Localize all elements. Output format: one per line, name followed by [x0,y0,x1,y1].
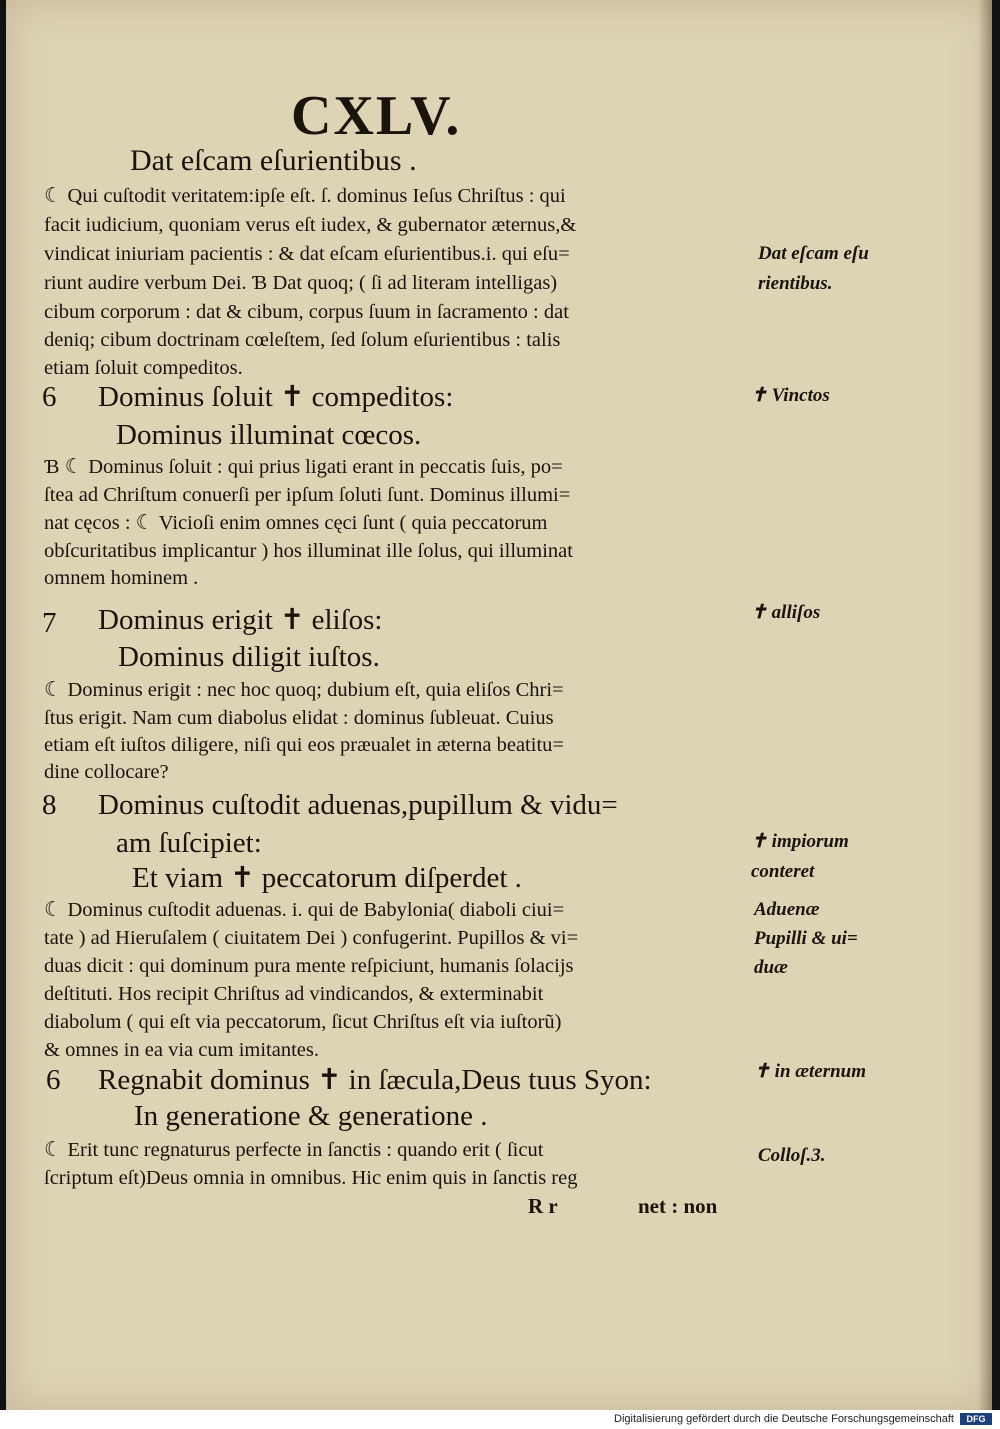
margin-note: ✝ alliſos [751,602,821,623]
footer-bar [0,1410,1000,1429]
text-line: ☾ Qui cuſtodit veritatem:ipſe eſt. ſ. dominus Ieſus Chriſtus : qui [44,185,566,207]
margin-note: Colloſ.3. [758,1145,826,1166]
verse-line: In generatione & generatione . [134,1100,488,1132]
text-line: etiam eſt iuſtos diligere, niſi qui eos præualet in æterna beatitu= [44,734,564,756]
verse-line: Et viam ✝ peccatorum diſperdet . [132,862,522,894]
text-line: deſtituti. Hos recipit Chriſtus ad vindicandos, & exterminabit [44,983,544,1005]
verse-number: 6 [46,1064,61,1096]
text-line: dine collocare? [44,761,169,783]
margin-note: ✝ Vinctos [751,385,830,406]
margin-note: rientibus. [758,273,833,294]
margin-note: conteret [751,861,815,882]
verse-line: Dominus erigit ✝ eliſos: [98,604,383,636]
heading: Dat eſcam eſurientibus . [130,144,417,177]
margin-note: Aduenæ [754,899,820,920]
catchword: net : non [638,1194,718,1218]
dfg-logo: DFG [960,1413,992,1425]
text-line: deniq; cibum doctrinam cœleſtem, ſed ſolum eſurientibus : talis [44,329,561,351]
text-line: duas dicit : qui dominum pura mente reſpiciunt, humanis ſolacijs [44,955,574,977]
funding-credit: Digitalisierung gefördert durch die Deutsche Forschungsgemeinschaft [614,1413,954,1425]
text-line: ſtus erigit. Nam cum diabolus elidat : dominus ſubleuat. Cuius [44,707,554,729]
text-line: ſcriptum eſt)Deus omnia in omnibus. Hic enim quis in ſanctis reg [44,1167,578,1189]
verse-number: 8 [42,789,57,821]
text-line: ☾ Erit tunc regnaturus perfecte in ſanctis : quando erit ( ſicut [44,1139,544,1161]
text-line: diabolum ( qui eſt via peccatorum, ſicut Chriſtus eſt via iuſtorũ) [44,1011,562,1033]
verse-number: 7 [42,607,57,639]
margin-note: Pupilli & ui= [754,928,858,949]
text-line: vindicat iniuriam pacientis : & dat eſcam eſurientibus.i. qui eſu= [44,243,570,265]
text-line: ſtea ad Chriſtum conuerſi per ipſum ſoluti ſunt. Dominus illumi= [44,484,571,506]
text-line: omnem hominem . [44,567,199,589]
signature-mark: R r [528,1194,558,1218]
verse-line: Dominus ſoluit ✝ compeditos: [98,381,454,413]
book-page [6,0,992,1410]
text-line: nat cęcos : ☾ Vicioſi enim omnes cęci ſunt ( quia peccatorum [44,512,548,534]
verse-line: Regnabit dominus ✝ in ſæcula,Deus tuus Syon: [98,1064,652,1096]
text-line: Ɓ ☾ Dominus ſoluit : qui prius ligati erant in peccatis ſuis, po= [44,456,563,478]
text-line: facit iudicium, quoniam verus eſt iudex, & gubernator æternus,& [44,214,577,236]
text-line: ☾ Dominus cuſtodit aduenas. i. qui de Babylonia( diaboli ciui= [44,899,565,921]
folio-number: CXLV. [291,85,462,147]
margin-note: ✝ impiorum [751,831,849,852]
text-line: etiam ſoluit compeditos. [44,357,243,379]
text-line: obſcuritatibus implicantur ) hos illuminat ille ſolus, qui illuminat [44,540,573,562]
verse-line: Dominus illuminat cœcos. [116,419,422,451]
text-line: riunt audire verbum Dei. Ɓ Dat quoq; ( ſi ad literam intelligas) [44,272,558,294]
verse-number: 6 [42,381,57,413]
margin-note: ✝ in æternum [754,1061,867,1082]
text-line: ☾ Dominus erigit : nec hoc quoq; dubium eſt, quia eliſos Chri= [44,679,564,701]
margin-note: duæ [754,957,788,978]
verse-line: am ſuſcipiet: [116,827,262,859]
verse-line: Dominus diligit iuſtos. [118,641,380,673]
text-line: tate ) ad Hieruſalem ( ciuitatem Dei ) confugerint. Pupillos & vi= [44,927,579,949]
text-line: & omnes in ea via cum imitantes. [44,1039,319,1061]
text-line: cibum corporum : dat & cibum, corpus ſuum in ſacramento : dat [44,301,569,323]
margin-note: Dat eſcam eſu [758,243,869,264]
verse-line: Dominus cuſtodit aduenas,pupillum & vidu= [98,789,618,821]
